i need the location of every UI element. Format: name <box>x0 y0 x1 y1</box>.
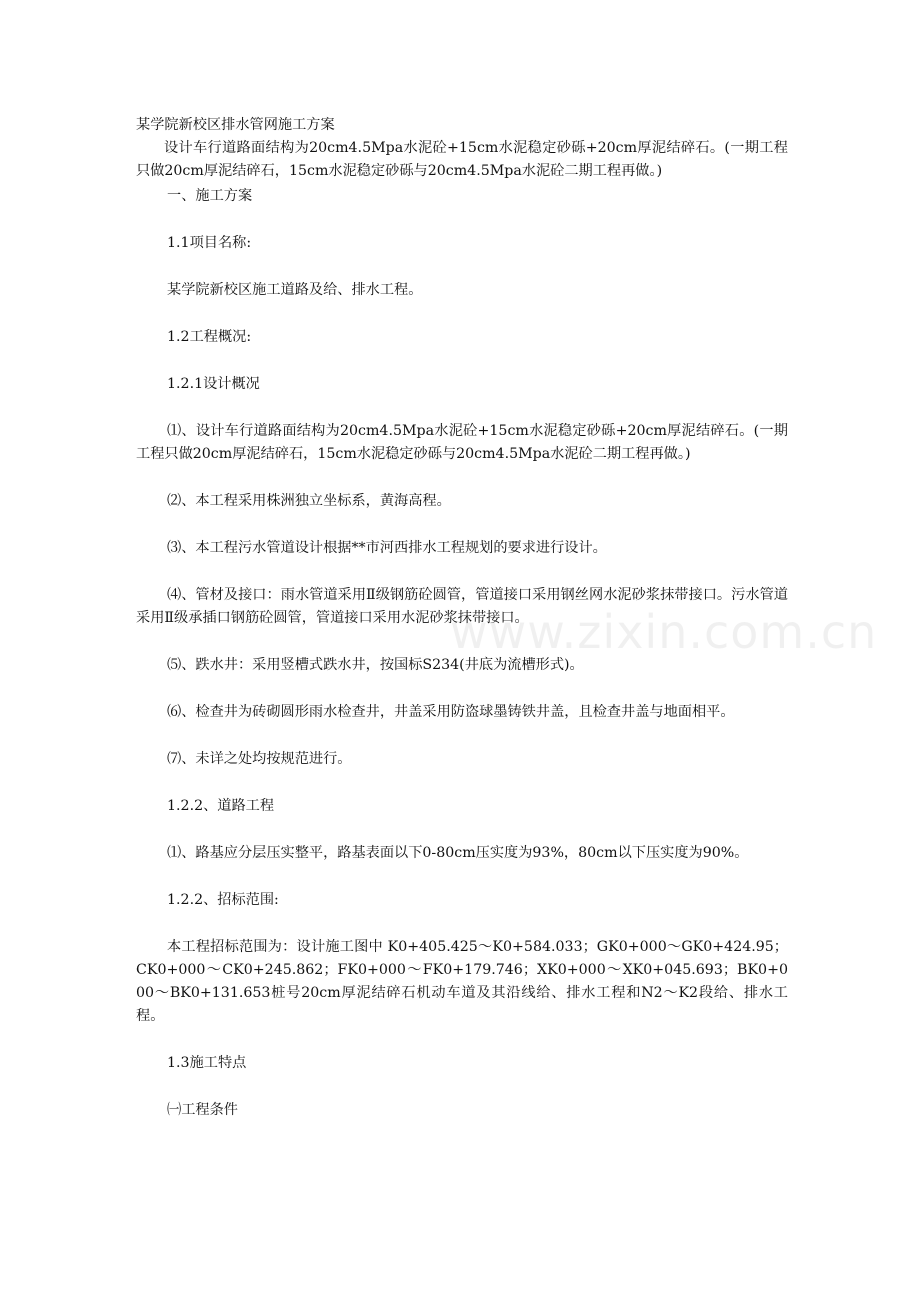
list-item: ⑹、检查井为砖砌圆形雨水检查井，井盖采用防盗球墨铸铁井盖，且检查井盖与地面相平。 <box>167 704 735 720</box>
list-item: ⑺、未详之处均按规范进行。 <box>167 751 352 767</box>
list-item: ⑴、路基应分层压实整平，路基表面以下0-80cm压实度为93%，80cm以下压实度为90%。 <box>167 845 749 861</box>
section-heading: 一、施工方案 <box>167 188 253 204</box>
watermark: www.zixin.com.cn <box>450 605 878 659</box>
subsection-heading: 1.2.2、道路工程 <box>167 798 275 814</box>
document-title: 某学院新校区排水管网施工方案 <box>136 117 335 133</box>
subsection-heading: 1.2.1设计概况 <box>167 376 260 392</box>
subsection-heading: ㈠工程条件 <box>167 1102 238 1118</box>
document-body <box>136 114 788 1122</box>
intro-paragraph: 设计车行道路面结构为20cm4.5Mpa水泥砼+15cm水泥稳定砂砾+20cm厚泥结碎石。(一期工程只做20cm厚泥结碎石，15cm水泥稳定砂砾与20cm4.5Mpa水泥砼二期工程再做。) <box>136 140 788 179</box>
list-item: ⑵、本工程采用株洲独立坐标系，黄海高程。 <box>167 493 451 509</box>
paragraph: 某学院新校区施工道路及给、排水工程。 <box>167 282 423 298</box>
subsection-heading: 1.2工程概况: <box>167 329 252 345</box>
paragraph: 本工程招标范围为：设计施工图中 K0+405.425～K0+584.033；GK0+000～GK0+424.95；CK0+000～CK0+245.862；FK0+000～FK0+179.746；XK0+000～XK0+045.693；BK0+000～BK0+131.653桩号20cm厚泥结碎石机动车道及其沿线给、排水工程和N2～K2段给、排水工程。 <box>136 939 788 1024</box>
list-item: ⑸、跌水井：采用竖槽式跌水井，按国标S234(井底为流槽形式)。 <box>167 657 584 673</box>
subsection-heading: 1.1项目名称: <box>167 235 252 251</box>
list-item: ⑶、本工程污水管道设计根据**市河西排水工程规划的要求进行设计。 <box>167 540 607 556</box>
subsection-heading: 1.2.2、招标范围: <box>167 892 279 908</box>
subsection-heading: 1.3施工特点 <box>167 1055 247 1071</box>
list-item: ⑴、设计车行道路面结构为20cm4.5Mpa水泥砼+15cm水泥稳定砂砾+20cm厚泥结碎石。(一期工程只做20cm厚泥结碎石，15cm水泥稳定砂砾与20cm4.5Mpa水泥砼二期工程再做。) <box>136 423 788 462</box>
list-item: ⑷、管材及接口：雨水管道采用Ⅱ级钢筋砼圆管，管道接口采用钢丝网水泥砂浆抹带接口。污水管道采用Ⅱ级承插口钢筋砼圆管，管道接口采用水泥砂浆抹带接口。 <box>136 587 788 626</box>
